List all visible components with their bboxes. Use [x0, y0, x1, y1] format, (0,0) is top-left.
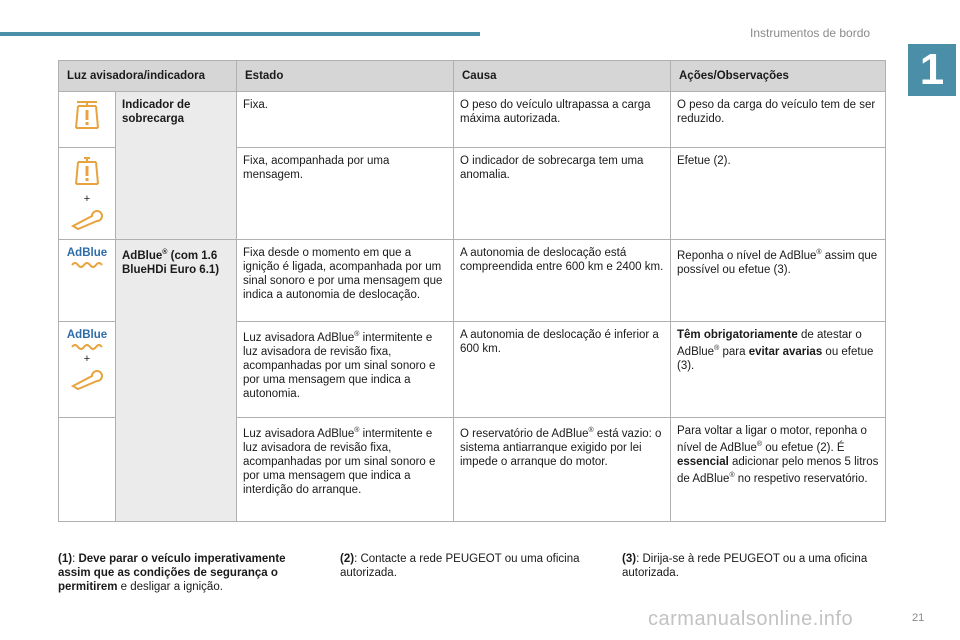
estado-cell: Fixa, acompanhada por uma mensagem.	[237, 148, 454, 240]
indicator-name: AdBlue® (com 1.6 BlueHDi Euro 6.1)	[116, 240, 237, 522]
acoes-cell: Efetue (2).	[671, 148, 886, 240]
icon-cell	[59, 240, 116, 322]
estado-cell: Fixa desde o momento em que a ignição é ligada, acompanhada por um sinal sonoro e por uma mensagem que indica a autonomia de deslocação.	[237, 240, 454, 322]
adblue-wave-icon	[68, 260, 106, 268]
wrench-service-icon	[68, 368, 106, 390]
warning-lights-table	[58, 60, 886, 522]
plus-sign: +	[83, 193, 91, 205]
acoes-cell: Para voltar a ligar o motor, reponha o nível de AdBlue® ou efetue (2). É essencial adicionar pelo menos 5 litros de AdBlue® no respetivo reservatório.	[671, 418, 886, 522]
column-header: Ações/Observações	[671, 61, 886, 92]
estado-cell: Fixa.	[237, 92, 454, 148]
page-number: 21	[912, 612, 925, 624]
column-header: Causa	[454, 61, 671, 92]
watermark: carmanualsonline.info	[648, 608, 854, 630]
adblue-wave-icon	[68, 342, 106, 350]
acoes-cell: Reponha o nível de AdBlue® assim que possível ou efetue (3).	[671, 240, 886, 322]
icon-cell	[59, 92, 116, 148]
table-row	[59, 240, 886, 322]
icon-cell	[59, 322, 116, 418]
causa-cell: O peso do veículo ultrapassa a carga máxima autorizada.	[454, 92, 671, 148]
footnote-3: (3): Dirija-se à rede PEUGEOT ou a uma oficina autorizada.	[622, 553, 868, 579]
section-title: Instrumentos de bordo	[750, 26, 871, 40]
column-header: Luz avisadora/indicadora	[59, 61, 237, 92]
header-accent-bar	[0, 32, 480, 36]
plus-sign: +	[83, 353, 91, 365]
chapter-number: 1	[908, 44, 956, 96]
overload-warning-icon	[68, 98, 106, 134]
acoes-cell: Têm obrigatoriamente de atestar o AdBlue® para evitar avarias ou efetue (3).	[671, 322, 886, 418]
wrench-service-icon	[68, 208, 106, 230]
estado-cell: Luz avisadora AdBlue® intermitente e luz avisadora de revisão fixa, acompanhadas por um sinal sonoro e por uma mensagem que indica a autonomia.	[237, 322, 454, 418]
causa-cell: O indicador de sobrecarga tem uma anomalia.	[454, 148, 671, 240]
adblue-icon: AdBlue	[66, 329, 108, 341]
causa-cell: O reservatório de AdBlue® está vazio: o sistema antiarranque exigido por lei impede o arranque do motor.	[454, 418, 671, 522]
overload-warning-icon	[68, 154, 106, 190]
causa-cell: A autonomia de deslocação está compreendida entre 600 km e 2400 km.	[454, 240, 671, 322]
footnote-1: (1): Deve parar o veículo imperativamente assim que as condições de segurança o permitirem e desligar a ignição.	[58, 553, 286, 593]
adblue-icon: AdBlue	[66, 247, 108, 259]
table-header-row	[59, 61, 886, 92]
column-header: Estado	[237, 61, 454, 92]
icon-cell	[59, 148, 116, 240]
table-row	[59, 92, 886, 148]
footnote-2: (2): Contacte a rede PEUGEOT ou uma oficina autorizada.	[340, 553, 580, 579]
indicator-name: Indicador de sobrecarga	[116, 92, 237, 240]
estado-cell: Luz avisadora AdBlue® intermitente e luz avisadora de revisão fixa, acompanhadas por um sinal sonoro e por uma mensagem que indica a interdição do arranque.	[237, 418, 454, 522]
icon-cell	[59, 418, 116, 522]
acoes-cell: O peso da carga do veículo tem de ser reduzido.	[671, 92, 886, 148]
causa-cell: A autonomia de deslocação é inferior a 600 km.	[454, 322, 671, 418]
